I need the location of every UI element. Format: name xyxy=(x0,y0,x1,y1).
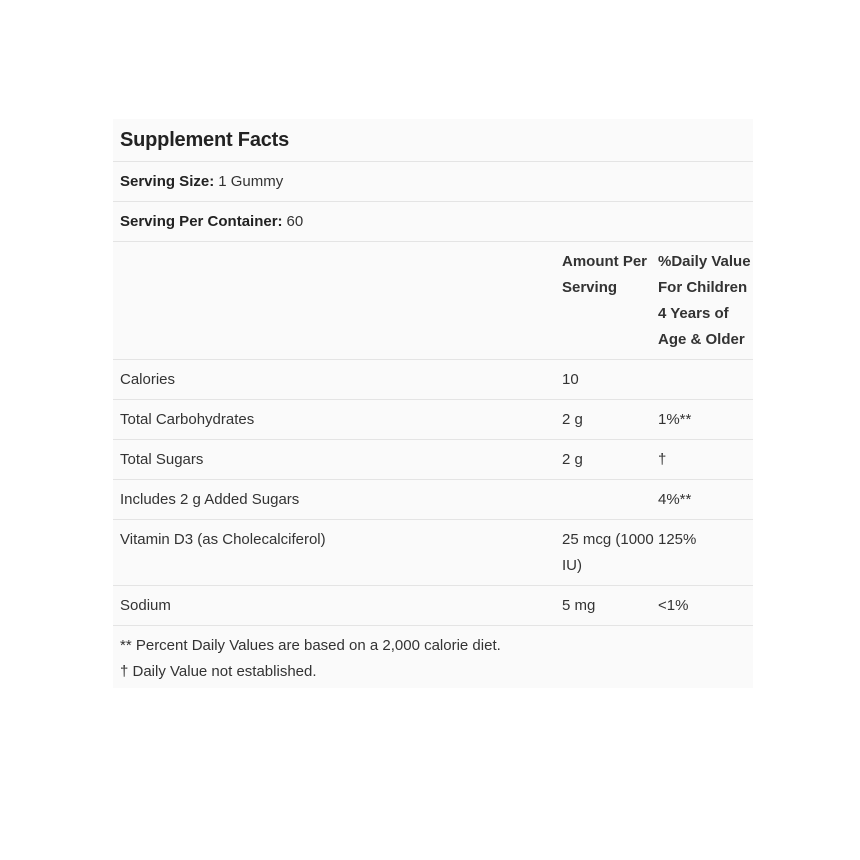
servings-per-container-value: 60 xyxy=(286,212,304,230)
servings-per-container-row xyxy=(113,202,753,242)
nutrient-amount: 5 mg xyxy=(562,597,596,614)
header-spacer xyxy=(113,249,562,353)
amount-column-header: Amount Per Serving xyxy=(562,253,648,296)
serving-size-label: Serving Size: xyxy=(120,172,215,190)
nutrient-amount xyxy=(562,487,658,513)
table-row xyxy=(113,360,753,400)
table-row xyxy=(113,480,753,520)
nutrient-name: Vitamin D3 (as Cholecalciferol) xyxy=(120,531,326,548)
servings-per-container-label: Serving Per Container: xyxy=(120,212,283,230)
nutrient-amount: 2 g xyxy=(562,451,583,468)
nutrient-name: Sodium xyxy=(120,597,171,614)
nutrient-amount: 10 xyxy=(562,371,579,388)
supplement-facts-panel xyxy=(113,119,753,688)
serving-size-value: 1 Gummy xyxy=(218,172,284,190)
table-row xyxy=(113,520,753,586)
footnote-percent-daily-values: ** Percent Daily Values are based on a 2,000 calorie diet. xyxy=(120,637,501,654)
nutrient-name: Total Carbohydrates xyxy=(120,411,255,428)
nutrient-daily-value: † xyxy=(658,451,667,468)
panel-title: Supplement Facts xyxy=(120,129,290,151)
title-row xyxy=(113,119,753,162)
nutrient-daily-value: 1%** xyxy=(658,411,692,428)
nutrient-daily-value xyxy=(658,367,753,393)
nutrient-name: Includes 2 g Added Sugars xyxy=(120,491,300,508)
nutrient-daily-value: <1% xyxy=(658,597,689,614)
nutrient-name: Total Sugars xyxy=(120,451,204,468)
table-row xyxy=(113,400,753,440)
serving-size-row xyxy=(113,162,753,202)
footnotes xyxy=(113,626,753,688)
nutrient-amount: 2 g xyxy=(562,411,583,428)
column-header-row xyxy=(113,242,753,360)
table-row xyxy=(113,586,753,626)
footnote-daily-value-not-established: † Daily Value not established. xyxy=(120,663,317,680)
nutrient-name: Calories xyxy=(120,371,176,388)
nutrient-amount: 25 mcg (1000 IU) xyxy=(562,531,654,574)
table-row xyxy=(113,440,753,480)
nutrient-daily-value: 4%** xyxy=(658,491,692,508)
daily-value-column-header: %Daily Value For Children 4 Years of Age & Older xyxy=(658,253,751,348)
nutrient-daily-value: 125% xyxy=(658,531,697,548)
